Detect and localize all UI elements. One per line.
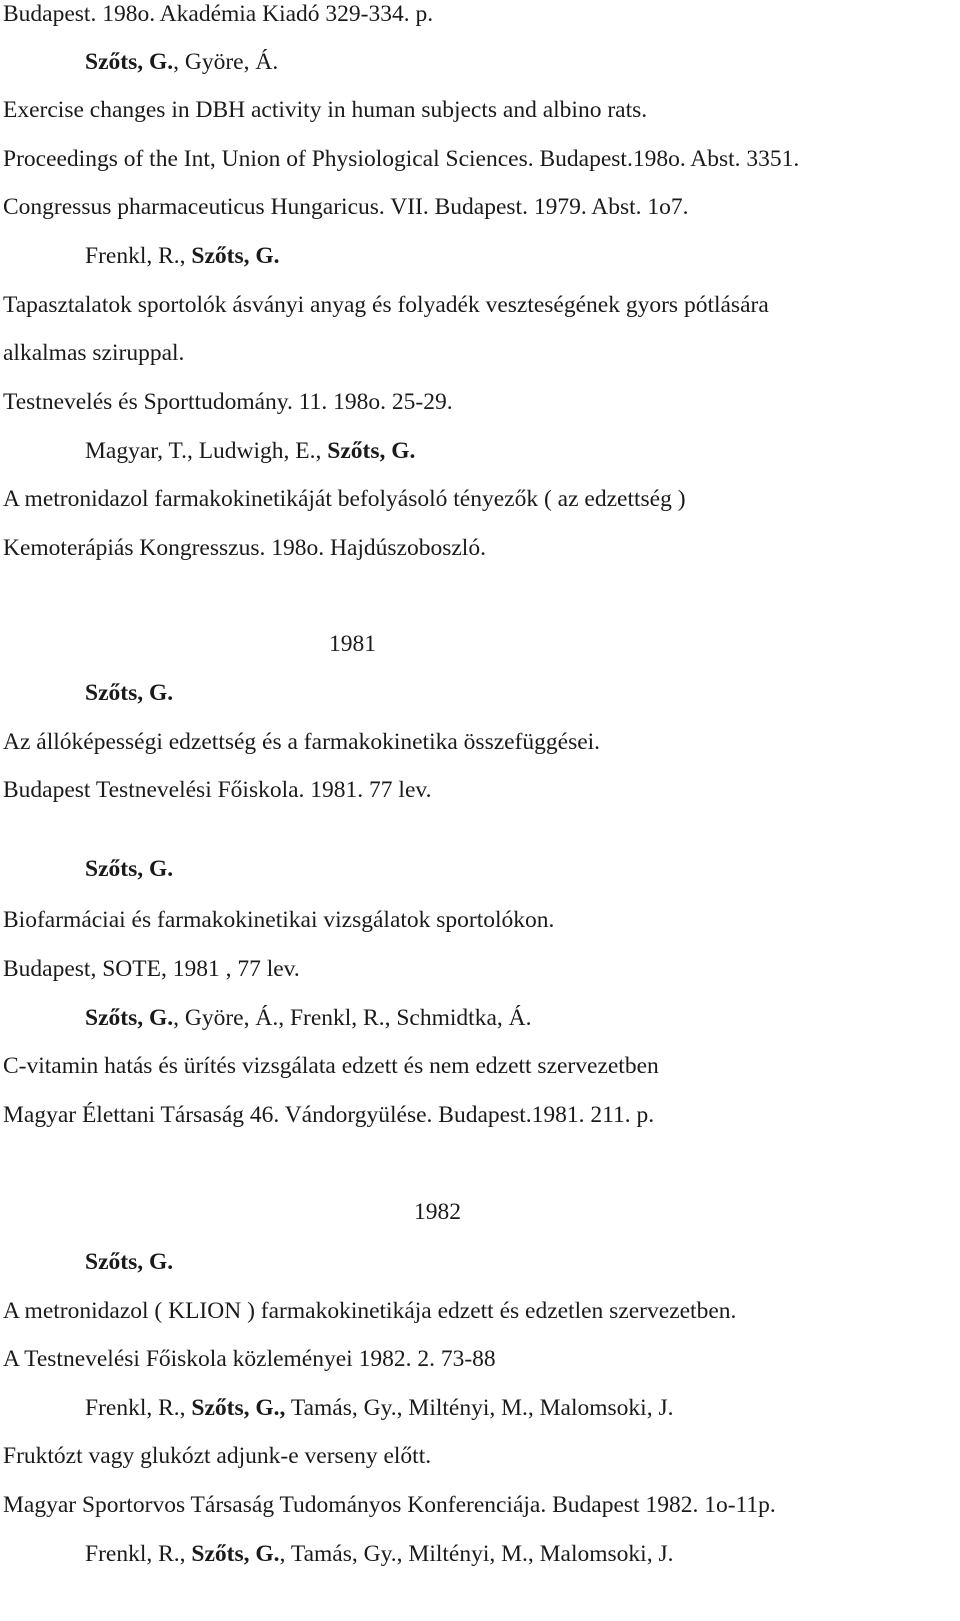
text-segment: Tapasztalatok sportolók ásványi anyag és folyadék veszteségének gyors pótlására	[3, 292, 769, 318]
year-heading	[414, 1198, 461, 1226]
text-segment: , Györe, Á.	[173, 49, 279, 75]
text-segment: alkalmas sziruppal.	[3, 340, 185, 366]
text-line	[3, 955, 300, 983]
author-line	[85, 48, 278, 76]
text-segment: Biofarmáciai és farmakokinetikai vizsgálatok sportolókon.	[3, 907, 555, 933]
author-line	[85, 437, 415, 465]
author-line	[85, 1004, 531, 1032]
year-text: 1981	[329, 631, 376, 657]
author-name-bold: Szőts, G.,	[191, 1395, 286, 1421]
text-line	[3, 906, 554, 934]
author-line	[85, 242, 280, 270]
text-segment: A metronidazol ( KLION ) farmakokinetikája edzett és edzetlen szervezetben.	[3, 1298, 737, 1324]
text-line	[3, 291, 769, 319]
text-line	[3, 1297, 736, 1325]
text-segment: Fruktózt vagy glukózt adjunk-e verseny előtt.	[3, 1443, 432, 1469]
year-heading	[329, 630, 376, 658]
text-line	[3, 534, 486, 562]
text-line	[3, 1101, 654, 1129]
author-line	[85, 1248, 173, 1276]
text-line	[3, 193, 689, 221]
text-segment: Testnevelés és Sporttudomány. 11. 198o. 25-29.	[3, 389, 453, 415]
author-line	[85, 679, 173, 707]
text-segment: Budapest Testnevelési Főiskola. 1981. 77 lev.	[3, 777, 432, 803]
text-segment: A metronidazol farmakokinetikáját befolyásoló tényezők ( az edzettség )	[3, 486, 686, 512]
text-segment: A Testnevelési Főiskola közleményei 1982. 2. 73-88	[3, 1346, 496, 1372]
text-segment: Frenkl, R.,	[85, 1395, 192, 1421]
text-line	[3, 145, 799, 173]
year-text: 1982	[414, 1199, 461, 1225]
text-segment: Frenkl, R.,	[85, 1541, 192, 1567]
text-line	[3, 1442, 431, 1470]
author-name-bold: Szőts, G.	[191, 1541, 280, 1567]
text-segment: Exercise changes in DBH activity in human subjects and albino rats.	[3, 97, 648, 123]
text-segment: Tamás, Gy., Miltényi, M., Malomsoki, J.	[285, 1395, 674, 1421]
text-line	[3, 0, 433, 28]
author-name-bold: Szőts, G.	[85, 49, 174, 75]
text-segment: , Györe, Á., Frenkl, R., Schmidtka, Á.	[173, 1005, 532, 1031]
text-segment: Az állóképességi edzettség és a farmakokinetika összefüggései.	[3, 729, 601, 755]
author-name-bold: Szőts, G.	[191, 243, 280, 269]
text-segment: Budapest. 198o. Akadémia Kiadó 329-334. p.	[3, 1, 434, 27]
author-name-bold: Szőts, G.	[85, 680, 174, 706]
text-segment: Kemoterápiás Kongresszus. 198o. Hajdúszoboszló.	[3, 535, 486, 561]
text-segment: , Tamás, Gy., Miltényi, M., Malomsoki, J.	[279, 1541, 674, 1567]
text-line	[3, 485, 686, 513]
text-line	[3, 1052, 659, 1080]
text-segment: Magyar, T., Ludwigh, E.,	[85, 438, 328, 464]
text-line	[3, 96, 647, 124]
text-line	[3, 728, 600, 756]
text-segment: Congressus pharmaceuticus Hungaricus. VII. Budapest. 1979. Abst. 1o7.	[3, 194, 689, 220]
text-segment: Magyar Élettani Társaság 46. Vándorgyülése. Budapest.1981. 211. p.	[3, 1102, 655, 1128]
text-segment: Magyar Sportorvos Társaság Tudományos Konferenciája. Budapest 1982. 1o-11p.	[3, 1492, 776, 1518]
text-line	[3, 776, 432, 804]
author-line	[85, 1394, 673, 1422]
text-segment: Frenkl, R.,	[85, 243, 192, 269]
text-line	[3, 388, 453, 416]
author-name-bold: Szőts, G.	[327, 438, 416, 464]
author-name-bold: Szőts, G.	[85, 856, 174, 882]
text-segment: Proceedings of the Int, Union of Physiological Sciences. Budapest.198o. Abst. 3351.	[3, 146, 800, 172]
text-segment: C-vitamin hatás és ürítés vizsgálata edzett és nem edzett szervezetben	[3, 1053, 659, 1079]
text-line	[3, 1491, 776, 1519]
author-line	[85, 1540, 673, 1568]
author-name-bold: Szőts, G.	[85, 1249, 174, 1275]
author-name-bold: Szőts, G.	[85, 1005, 174, 1031]
text-line	[3, 339, 184, 367]
author-line	[85, 855, 173, 883]
text-segment: Budapest, SOTE, 1981 , 77 lev.	[3, 956, 300, 982]
text-line	[3, 1345, 496, 1373]
